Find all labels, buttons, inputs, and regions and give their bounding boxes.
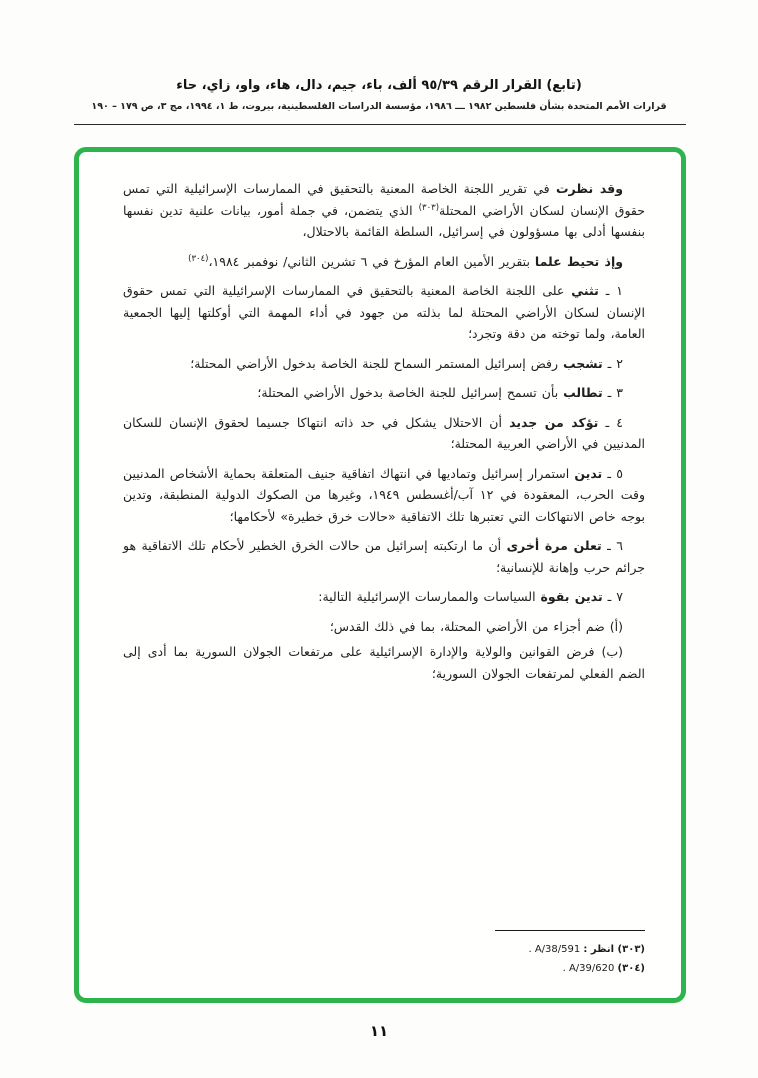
header-divider xyxy=(74,124,686,125)
operative-paragraph-7 xyxy=(123,586,645,608)
text-run: أن الاحتلال يشكل في حد ذاته انتهاكا جسيما لحقوق الإنسان للسكان المدنيين في الأراضي العربية المحتلة؛ xyxy=(123,414,645,451)
operative-verb: تدين xyxy=(574,465,603,481)
text-run: في تقرير اللجنة الخاصة المعنية بالتحقيق في الممارسات الإسرائيلية التي تمس حقوق الإنسان لسكان الأراضي المحتلة xyxy=(123,181,645,218)
resolution-title: (تابع) القرار الرقم ٩٥/٣٩ ألف، باء، جيم، دال، هاء، واو، زاي، حاء xyxy=(176,78,582,93)
text-run: الذي يتضمن، في جملة أمور، بيانات علنية تدين نفسها بنفسها أدلى بها مسؤولون في إسرائيل، السلطة القائمة بالاحتلال، xyxy=(123,202,645,239)
resolution-text xyxy=(79,152,681,930)
footnote-reference: A/39/620 . xyxy=(562,963,615,974)
item-number: ٤ ـ xyxy=(598,414,624,430)
text-run: (أ) ضم أجزاء من الأراضي المحتلة، بما في ذلك القدس؛ xyxy=(329,618,623,634)
footnote-303 xyxy=(123,940,645,959)
text-run: على اللجنة الخاصة المعنية بالتحقيق في الممارسات الإسرائيلية التي تمس حقوق الإنسان لسكان الأراضي المحتلة لما بذلته من جهود في أداء المهمة التي أوكلتها إليها الجمعية العامة، ولما توخته من دقة وتجرد؛ xyxy=(123,283,645,341)
footnote-marker: (٣٠٣) انظر : xyxy=(583,944,645,955)
item-number: ٣ ـ xyxy=(602,385,623,400)
operative-paragraph-6 xyxy=(123,535,645,578)
operative-verb: تدين بقوة xyxy=(540,589,603,604)
operative-paragraph-4 xyxy=(123,412,645,455)
operative-verb: تؤكد من جديد xyxy=(509,414,599,430)
item-number: ٢ ـ xyxy=(602,355,623,371)
footnote-marker: (٣٠٤) xyxy=(617,963,645,974)
operative-paragraph-3 xyxy=(123,382,645,404)
operative-paragraph-1 xyxy=(123,280,645,345)
lead-phrase: وقد نظرت xyxy=(555,181,624,196)
text-run: رفض إسرائيل المستمر السماح للجنة الخاصة بدخول الأراضي المحتلة؛ xyxy=(190,355,564,371)
subparagraph-a xyxy=(123,616,645,638)
content-frame xyxy=(74,147,686,1003)
preamble-paragraph-1 xyxy=(123,178,645,243)
item-number: ٦ ـ xyxy=(601,538,624,553)
item-number: ١ ـ xyxy=(598,283,623,298)
text-run: أن ما ارتكبته إسرائيل من حالات الخرق الخطير لأحكام تلك الاتفاقية هو جرائم حرب وإهانة للإنسانية؛ xyxy=(123,538,645,575)
footnote-ref-303: (٣٠٣) xyxy=(418,202,440,213)
operative-paragraph-5 xyxy=(123,463,645,528)
text-run: السياسات والممارسات الإسرائيلية التالية: xyxy=(318,589,541,604)
text-run: بتقرير الأمين العام المؤرخ في ٦ تشرين الثاني/ نوفمبر ١٩٨٤، xyxy=(208,253,535,269)
operative-paragraph-2 xyxy=(123,353,645,375)
footnote-ref-304: (٣٠٤) xyxy=(188,253,209,264)
operative-verb: تعلن مرة أخرى xyxy=(506,538,602,553)
operative-verb: تطالب xyxy=(563,385,603,400)
item-number: ٥ ـ xyxy=(602,465,624,481)
operative-verb: تشجب xyxy=(563,355,603,371)
footnote-reference: A/38/591 . xyxy=(528,944,581,955)
text-run: استمرار إسرائيل وتماديها في انتهاك اتفاقية جنيف المتعلقة بحماية الأشخاص المدنيين وقت الحرب، المعقودة في ١٢ آب/أغسطس ١٩٤٩، وغيرها من الصكوك الدولية المنطبقة، وتدين بوجه خاص الانتهاكات التي تعتبرها تلك الاتفاقية «حالات خرق خطيرة» لأحكامها؛ xyxy=(123,465,645,524)
page-number: ١١ xyxy=(369,1022,389,1040)
document-header xyxy=(0,78,758,112)
source-citation: قرارات الأمم المتحدة بشأن فلسطين ١٩٨٢ ـــ ١٩٨٦، مؤسسة الدراسات الفلسطينية، بيروت، ط ١، ١٩٩٤، مج ٣، ص ١٧٩ – ١٩٠ xyxy=(91,101,667,112)
text-run: (ب) فرض القوانين والولاية والإدارة الإسرائيلية على مرتفعات الجولان السورية بما أدى إلى الضم الفعلي لمرتفعات الجولان السورية؛ xyxy=(123,644,645,681)
text-run: بأن تسمح إسرائيل للجنة الخاصة بدخول الأراضي المحتلة؛ xyxy=(257,385,564,400)
footnote-304 xyxy=(123,959,645,978)
subparagraph-b xyxy=(123,641,645,684)
footnote-separator xyxy=(495,930,645,931)
lead-phrase: وإذ تحيط علما xyxy=(534,253,623,269)
operative-verb: تثني xyxy=(571,283,599,298)
footnotes xyxy=(79,930,681,998)
item-number: ٧ ـ xyxy=(602,589,623,604)
preamble-paragraph-2 xyxy=(123,251,645,273)
